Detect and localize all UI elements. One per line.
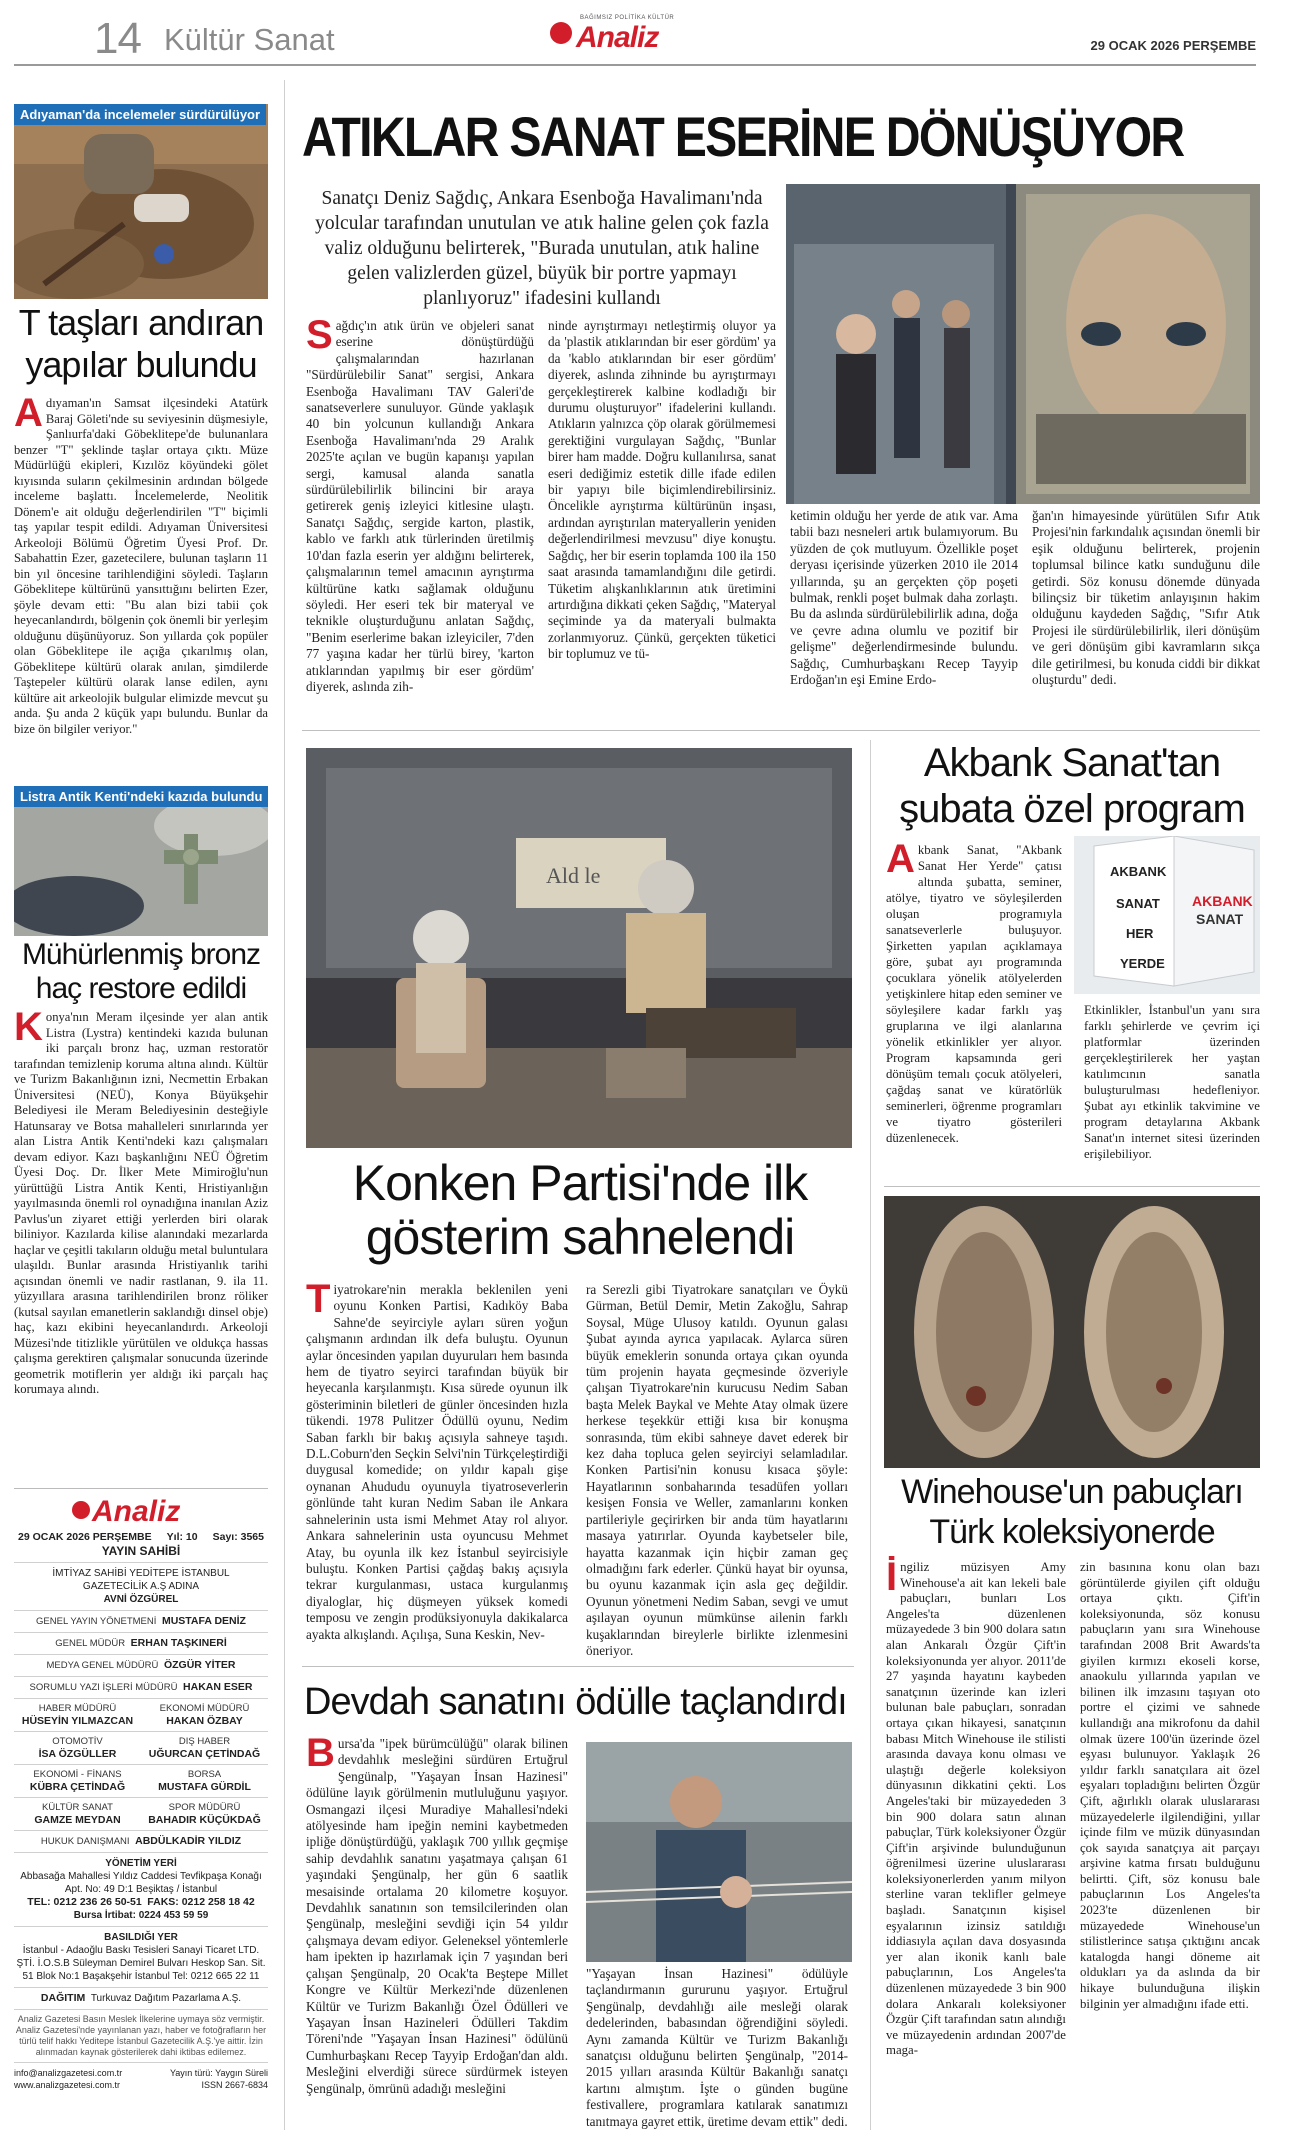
main-headline: ATIKLAR SANAT ESERİNE DÖNÜŞÜYOR [302,105,1184,168]
konken-col2: ra Serezli gibi Tiyatrokare sanatçıları ve Öykü Gürman, Betül Demir, Metin Zakoğlu, Sahrap Soysal, Müge Ulusoy katıldı. Oyunun galası Şubat ayında ayrıca yapılacak. Aylarca süren büyük emeklerin sonunda ortaya çıkan oyunda tüm projenin hayata geçmesinde özveriyle çalışan Tiyatrokare'nin kurucusu Nedim Saban başta Melek Baykal ve Mehte Atay olmak üzere herkese teşekkür ettiği kısa bir konuşma sonrasında, tüm ekibi sahneye davet ederek bir kez daha topluca gelen seyirciyi selamladılar. Konken Partisi'nin konusu kısaca şöyle: Hayatlarının sonbaharında tesadüfen yolları kesişen Fonsia ve Weller, zamanlarını konken partileriyle geçirirken bir anda tüm hayatlarını masaya yatırırlar. Oyunda kaybetseler bile, hayatta kazanmak için hiçbir zaman geç olmadığını fark ederler. Çünkü hayat bir oyunsa, bu oyunu kazanmak için asla geç değildir. Oyunun yönetmeni Nedim Saban, sevgi ve umut aşılayan oyunun mümkünse ailenin farklı kuşaklarından bireylerle birlikte izlenmesini öneriyor. [586,1282,848,1658]
imprint-box [14,1488,268,2130]
imprint-web[interactable]: www.analizgazetesi.com.tr [14,2080,121,2090]
akbank-bottom-rule [884,1186,1260,1187]
akbank-sign-brand1: AKBANK [1192,893,1253,909]
story1-title-line2: yapılar bulundu [25,344,257,385]
main-col3: ketimin olduğu her yerde de atık var. Ama tabii bazı nesneleri artık bulamıyorum. Bu yüzden de çok mutluyum. Özellikle poşet deryası içerisinde yüzerken 2010 ile 2014 yıllarında, şu an gerçekten çöp poşeti bulmak, renkli poşet bulmak daha zorlaştı. Bu da aslında sürdürülebilirlik adına, doğa ve çevre adına olumlu ve pozitif bir gelişme" değerlendirmesinde bulundu. Sağdıç, Cumhurbaşkanı Recep Tayyip Erdoğan'ın eşi Emine Erdo- [790,508,1018,688]
imprint-logo-icon [72,1501,90,1519]
shoes-photo [884,1196,1260,1468]
imprint-print-address: İstanbul - Adaoğlu Baskı Tesisleri Sanayi Ticaret LTD. ŞTİ. İ.O.S.B Süleyman Demirel Bulvarı Heskop San. Sit. 51 Blok No:1 Başakşehir İstanbul Tel: 0212 665 22 11 [16,1945,266,1982]
imprint-mgmt-address: Abbasağa Mahallesi Yıldız Caddesi Tevfikpaşa Konağı Apt. No: 49 D:1 Beşiktaş / İstanbul [20,1871,262,1895]
devdah-photo [586,1742,852,1962]
main-deck: Sanatçı Deniz Sağdıç, Ankara Esenboğa Havalimanı'nda yolcular tarafından unutulan ve atık haline gelen çok fazla valiz olduğunu belirterek, "Burada unutulan, atık haline gelen valizlerden güzel, büyük bir portre yapmayı planlıyoruz" ifadesini kullandı [315,188,769,309]
imprint-email[interactable]: info@analizgazetesi.com.tr [14,2068,123,2078]
main-col4: ğan'ın himayesinde yürütülen Sıfır Atık Projesi'nin farkındalık açısından önemli bir eşik olduğunu belirterek, projenin toplumsal bilince katkı sunduğunu dile getirdi. Söz konusu dönemde dünyada bilinçsiz bir tüketim anlayışının hakim olduğunu kaydeden Sağdıç, "Sıfır Atık Projesi ile sürdürülebilirlik, ileri dönüşüm ve geri dönüşüm gibi kavramların sıkça dile getirilmesi, bu konuda ciddi bir dikkat oluşturdu" dedi. [1032,508,1260,688]
story1-body: Adıyaman'ın Samsat ilçesindeki Atatürk Baraj Göleti'nde su seviyesinin düşmesiyle, Şanlıurfa'daki Göbeklitepe'de bulunanlara benzer "T" şeklinde taşlar ortaya çıktı. Müze Müdürlüğü ekipleri, Kızılöz köyündeki gölet kıyısında suların çekilmesinin ardından bölgede inceleme başlattı. İncelemelerde, Neolitik Dönem'e ait olduğu değerlendirilen "T" biçimli taş yapılar tespit edildi. Adıyaman Üniversitesi Arkeoloji Bölümü Öğretim Üyesi Prof. Dr. Sabahattin Ezer, gazetecilere, bulunan taşların 11 bin yıl öncesine tarihlendiğini söyledi. Taşların Göbeklitepe kültürünü yansıttığını belirten Ezer, şöyle devam etti: "Bu alan bizi tabii çok heyecanlandırdı, bölgenin çok önemli bir yerleşim olduğunu düşünüyoruz. Son yıllarda çok popüler olan Göbeklitepe ile açığa çıkarılmış olan, Göbeklitepe kültürü olarak anılan, şimdilerde Taştepeler kültürü olarak lanse edilen, aynı kültüre ait arkeolojik bulgular elimizde mevcut şu anda. Şu anda 2 küçük yapı bulundu. Bunlar da bize ön bilgiler veriyor." [14,391,268,736]
section-title: Kültür Sanat [164,22,335,57]
imprint-ads: Bursa İrtibat: 0224 453 59 59 [73,1910,209,1921]
story2-title [14,938,268,1006]
sidebar-divider [284,80,285,2130]
konken-bottom-rule [302,1666,854,1667]
winehouse-title [882,1472,1262,1552]
imprint-pair-row: OTOMOTİV İSA ÖZGÜLLER DIŞ HABER UĞURCAN ÇETİNDAĞ [38,1736,261,1760]
logo-text: Analiz [576,21,659,54]
stage-sign-text: Ald le [546,863,601,888]
cross-photo [14,786,268,936]
akbank-sign-word1: AKBANK [1110,864,1167,879]
mid-divider [870,740,871,2130]
masthead-logo [550,14,730,58]
imprint-pair-row: KÜLTÜR SANAT GAMZE MEYDAN SPOR MÜDÜRÜ BAHADIR KÜÇÜKDAĞ [34,1802,261,1826]
konken-title-line2: gösterim sahnelendi [365,1209,795,1265]
imprint-print-title: BASILDIĞI YER [104,1932,178,1943]
imprint-role: GENEL MÜDÜR ERHAN TAŞKINERİ [55,1637,227,1649]
imprint-pair-row: EKONOMİ - FİNANS KÜBRA ÇETİNDAĞ BORSA MUSTAFA GÜRDİL [29,1769,251,1793]
imprint-type: Yayın türü: Yaygın Süreli [169,2068,268,2078]
imprint-pair-row: HABER MÜDÜRÜ HÜSEYİN YILMAZCAN EKONOMİ MÜDÜRÜ HAKAN ÖZBAY [21,1703,250,1727]
imprint-notice: Analiz Gazetesi Basın Meslek İlkelerine uymaya söz vermiştir. Analiz Gazetesi'nde yayınlanan yazı, haber ve fotoğrafların her türlü telif hakkı Yeditepe İstanbul Gazetecilik A.Ş.'ye aittir. İzin alınmadan kaynak gösterilerek dahi iktibas edilemez. [15,2014,267,2057]
imprint-contact2 [14,2079,268,2091]
imprint-logo: Analiz [92,1495,181,1528]
akbank-sign-image [1074,836,1260,994]
imprint-distribution: DAĞITIM Turkuvaz Dağıtım Pazarlama A.Ş. [40,1992,242,2004]
stage-scene-image [306,748,852,1148]
devdah-col2: "Yaşayan İnsan Hazinesi" ödülüyle taçlandırmanın gururunu yaşıyor. Ertuğrul Şengünalp, devdahlığı aile mesleği olarak dedelerinden, babasından öğrendiğini söyledi. Aynı zamanda Kültür ve Turizm Bakanlığı sanatçısı olduğunu belirten Şengünalp, "2014-2015 yılları arasında Kültür Bakanlığı sanatçı kartını almıştım. İşte o günden bugüne festivallere, programlara katılarak sanatımızı tanıtmaya gayret ettik, üretime devam ettik" dedi. [586,1966,848,2129]
akbank-sign-word4: YERDE [1120,956,1165,971]
winehouse-col1: İngiliz müzisyen Amy Winehouse'a ait kan lekeli bale pabuçları, bunları Los Angeles'ta düzenlenen müzayedede 3 bin 900 dolara satın alan Ankaralı Özgür Çift'in koleksiyonunda yer alıyor. 2011'de 27 yaşında hayatını kaybeden sanatçının üzerinde kan izleri bulunan bale pabuçları, sonradan ortaya çıkan hikayesi, sanatçının babası Mitch Winehouse ile stilisti arasında davaya konu olması ve ulaştığı değerle koleksiyon dünyasının dikkatini çekti. Los Angeles'taki bir müzayededen 3 bin 900 dolara satın alınan pabuçlar, Türk koleksiyoner Özgür Çift'in arşivinde bulunduğunun öğrenilmesi üzerine uluslararası koleksiyonerlerden yanım milyon sterline varan teklifler gelmeye başladı. Sanatçının kişisel eşyalarının izinsiz satıldığı iddiasıyla açılan dava dosyasında yer alan ikonik kanlı bale pabuçlarının, Los Angeles'ta düzenlenen müzayedede 3 bin 900 dolara Ankaralı koleksiyoner Özgür Çift tarafından satın alındığı ve müzayedenin ardından 2007'de maga- [886,1555,1066,2058]
excavation-photo [14,104,268,299]
akbank-title-line1: Akbank Sanat'tan [923,741,1221,785]
akbank-col1: Akbank Sanat, "Akbank Sanat Her Yerde" çatısı altında şubatta, seminer, atölye, tiyatro ve söyleşilerden oluşan programıyla sanatseverlerle buluşuyor. Şirketten yapılan açıklamaya göre, şubat ayı programında çocuklara yönelik atölyelerden yetişkinlere hitap eden seminer ve söyleşilere kadar farklı yaş gruplarına ve ilgi alanlarına yönelik etkinlikler yer alıyor. Program kapsamında geri dönüşüm temalı çocuk atölyeleri, çağdaş sanat ve küratörlük seminerleri, öğrenme programları ve tiyatro gösterileri düzenlenecek. [886,837,1062,1145]
imprint-phones: TEL: 0212 236 26 50-51 FAKS: 0212 258 18 42 [27,1896,255,1908]
winehouse-col2: zin basınına konu olan bazı görüntülerde giyilen çift olduğu ortaya çıktı. Çift'in koleksiyonunda, söz konusu pabuçların yanı sıra Winehouse tarafından 2008 Brit Awards'ta giyilen kırmızı ekoseli korse, anaokulu yıllarında yapılan ve bilinen ilk imzasını taşıyan oto portre el çizimi ve sahnede kullandığı ana mikrofonu da dahil olmak üzere 100'ün üzerinde özel eşyası bulunuyor. Yaklaşık 26 yıldır farklı sanatçılara ait özel eşyaları topladığını belirten Özgür Çift, ağırlıklı olarak uluslararası müzayedelerle ilgilendiğini, yıllar içinde film ve müzik dünyasından çok sayıda sanatçıya ait parçayı arşivine katma fırsatı bulduğunu belirtti. Çift, söz konusu bale pabuçlarının Los Angeles'ta 2023'te düzenlenen bir müzayedede Winehouse'un stilistlerince satışa çıktığını ancak katalogda hangi döneme ait oldukları ya da aslında da bir hikaye bulunduğuna ilişkin bilginin yer almadığını ifade etti. [1080,1560,1260,2011]
akbank-col2: Etkinlikler, İstanbul'un yanı sıra farklı şehirlerde ve çevrim içi platformlar üzerinden gerçekleştirilerek her yaştan katılımcının sanatla buluşturulması hedefleniyor. Şubat ayı etkinlik takvimine ve program detaylarına Akbank Sanat'ın internet sitesi üzerinden erişilebiliyor. [1084,1003,1260,1161]
bronze-cross-image [14,786,268,936]
imprint-role: MEDYA GENEL MÜDÜRÜ ÖZGÜR YİTER [46,1659,236,1671]
devdah-col1: Bursa'da "ipek bürümcülüğü" olarak bilinen devdahlık mesleğini sürdüren Ertuğrul Şengünalp, "Yaşayan İnsan Hazinesi" ödülüne layık görülmenin mutluluğunu yaşıyor. Osmangazi ilçesi Muradiye Mahallesi'ndeki atölyesinde ham ipeğin nemini kaybetmeden ipliğe dönüştürdüğü, yaklaşık 700 yıllık geçmişe sahip devdahlık sanatını yaşatmaya çalışan 61 yaşındaki Şengünalp, her gün 6 saatlik mesaisinde ortalama 20 kilometre koşuyor. Devdahlık sanatının son temsilcilerinden olan Şengünalp, mesleğini sevdiği için 54 yıldır çalışmaya devam ediyor. Geleneksel yöntemlerle ham ipekten ip hazırlamak için 7 yaşından beri çalışan Şengünalp, 20 Ocak'ta Beştepe Millet Kongre ve Kültür Merkezi'nde düzenlenen Kültür ve Turizm Bakanlığı Özel Ödülleri ve Yaşayan İnsan Hazineleri Ödülleri Takdim Töreni'nde "Yaşayan İnsan Hazinesi" ödülünü Cumhurbaşkanı Recep Tayyip Erdoğan'dan aldı. Mesleğini elverdiği sürece sürdürmek isteyen Şengünalp, ömrünü adadığı mesleğini [306,1731,568,2096]
story1-tag: Adıyaman'da incelemeler sürdürülüyor [14,104,266,125]
imprint-contact [14,2067,268,2079]
imprint-date: 29 OCAK 2026 PERŞEMBE [18,1531,152,1543]
ballet-shoes-image [884,1196,1260,1468]
logo-tagline: BAĞIMSIZ POLİTİKA KÜLTÜR [580,15,675,21]
imprint-issn: ISSN 2667-6834 [201,2080,268,2090]
imprint-roles [14,1615,268,1699]
theater-photo [306,748,852,1148]
akbank-sign-word3: HER [1126,926,1154,941]
mosaic-portrait-image [786,184,1260,504]
imprint-publisher-line2: GAZETECİLİK A.Ş ADINA [82,1581,200,1592]
main-bottom-rule [302,730,1260,731]
konken-title [304,1156,856,1264]
imprint-issue: Sayı: 3565 [212,1531,264,1543]
imprint-publisher-name: AVNİ ÖZGÜREL [103,1594,179,1605]
imprint-mgmt-title: YÖNETİM YERİ [105,1858,177,1869]
header-date: 29 OCAK 2026 PERŞEMBE [1090,38,1256,53]
akbank-sign-word2: SANAT [1116,896,1160,911]
imprint-role: GENEL YAYIN YÖNETMENİ MUSTAFA DENİZ [36,1615,246,1627]
page-number: 14 [94,14,141,63]
story2-title-line2: haç restore edildi [35,972,247,1005]
story1-title-line1: T taşları andıran [18,302,264,343]
konken-title-line1: Konken Partisi'nde ilk [352,1155,808,1211]
silk-master-image [586,1742,852,1962]
imprint-pairs [14,1703,268,1831]
akbank-photo [1074,836,1260,994]
story2-title-line1: Mühürlenmiş bronz [21,938,261,971]
imprint-year: Yıl: 10 [166,1531,198,1543]
imprint-role: SORUMLU YAZI İŞLERİ MÜDÜRÜ HAKAN ESER [29,1681,253,1693]
winehouse-title-line1: Winehouse'un pabuçları [901,1473,1243,1511]
main-col1: Sağdıç'ın atık ürün ve objeleri sanat eserine dönüştürdüğü çalışmalarından hazırlanan "Sürdürülebilir Sanat" sergisi, Ankara Esenboğa Havalimanı TAV Galeri'de sanatseverlere sunuluyor. Günde yaklaşık 40 bin yolcunun kullandığı Ankara Esenboğa Havalimanı'nda 29 Aralık 2025'te açılan ve bugün kapanışı yapılan sergi, kamusal alanda sanatla sürdürülebilirlik bilincini bir araya getirerek geniş izleyici kitlesine ulaştı. Sanatçı Sağdıç, sergide karton, plastik, kablo ve farklı atık türlerinden üretilmiş 10'dan fazla eserin yer aldığını belirterek, çalışmalarının temel amacının ayrıştırma kültürüne katkı sağlamak olduğunu söyledi. Her eseri tek bir materyal ve teknikle oluşturduğunu anlatan Sağdıç, "Benim eserlerime bakan izleyiciler, 7'den 77 yaşına kadar her türlü birey, 'karton atıklarından yapılmış bir eser gördüm' diyerek, aslında zih- [306,313,534,694]
imprint-legal: HUKUK DANIŞMANI ABDÜLKADİR YILDIZ [40,1835,242,1847]
excavation-image [14,104,268,299]
imprint-publisher-label: YAYIN SAHİBİ [101,1544,181,1558]
akbank-title [884,740,1260,832]
story2-body: Konya'nın Meram ilçesinde yer alan antik Listra (Lystra) kentindeki kazıda bulunan iki parçalı bronz haç, uzman restoratör tarafından temizlenip koruma altına alındı. Kültür ve Turizm Bakanlığının izni, Necmettin Erbakan Üniversitesi (NEÜ), Konya Büyükşehir Belediyesi ile Meram Belediyesinin desteğiyle Hatunsaray ve Botsa mahalleleri sınırlarında yer alan Listra Antik Kenti'ndeki kazı çalışmaları devam ediyor. Kazı başkanlığını NEÜ Öğretim Üyesi Doç. Dr. İlker Mete Mimiroğlu'nun yürüttüğü Listra Antik Kenti, Hristiyanlığın yayılmasında önemli rol oynadığına inanılan Aziz Pavlus'un ziyaret ettiği yerlerden biri olarak biliniyor. Kazılarda kilise alanındaki mezarlarda haçlar ve çeşitli takıların olduğu metal buluntulara ulaşıldı. Bunlar arasında Hristiyanlık tarihi açısından önemli ve nadir rastlanan, 9. ila 11. yüzyıllara arasına tarihlendirilen bronz röliker (kutsal sayılan emanetlerin saklandığı dinsel obje) haç, kazı ekibini heyecanlandırdı. Arkeoloji Müzesi'nde titizlikle yürütülen ve oldukça hassas çalışma gerektiren çalışmalar sonucunda üzerinde geometrik motiflerin yer aldığı iki parçalı haç korumaya alındı. [14,1005,268,1396]
imprint-publisher-line1: İMTİYAZ SAHİBİ YEDİTEPE İSTANBUL [52,1568,230,1579]
header-rule [14,64,1256,66]
story2-tag: Listra Antik Kenti'ndeki kazıda bulundu [14,786,268,807]
story1-title [14,302,268,386]
akbank-sign-brand2: SANAT [1196,911,1244,927]
analiz-logo-icon [550,22,572,44]
akbank-title-line2: şubata özel program [899,787,1245,831]
devdah-title: Devdah sanatını ödülle taçlandırdı [304,1681,847,1723]
mosaic-photo [786,184,1260,504]
winehouse-title-line2: Türk koleksiyonerde [929,1513,1215,1551]
main-col2: ninde ayrıştırmayı netleştirmiş oluyor ya da 'plastik atıklarından bir eser gördüm' ya da 'kablo atıklarından bir eser gördüm' diyerek, aslında zihninde bu ayrıştırmayı gerçekleştirerek kalbine kodladığı bir durumu oluşturuyor" ifadelerini kullandı. Atıkların yalnızca çöp olarak görülmemesi gerektiğini vurgulayan Sağdıç, "Bunlar birer ham madde. Doğru kullanılırsa, sanat eseri dediğimiz estetik dille ifade edilen bir yapıyı bile biçimlendirebilirsiniz. Öncelikle ayrıştırma kültürünün inşası, ardından ayrıştırılan materyallerin yeniden değerlendirilmesi mevzusu" diye konuştu. Sağdıç, her bir eserin toplamda 100 ila 150 saat arasında tamamlandığını dile getirdi. Tüketim alışkanlıklarının atık üretimini artırdığına dikkati çeken Sağdıç, "Materyal seçiminde ya da materyali bulmakta zorlanmıyoruz. Çünkü, gerçekten tüketici bir toplumuz ve tü- [548,318,776,662]
konken-col1: Tiyatrokare'nin merakla beklenilen yeni oyunu Konken Partisi, Kadıköy Baba Sahne'de seyirciyle ayları süren yoğun çalışmanın ardından ilk defa buluştu. Oyunun aylar öncesinden yapılan duyuruları hem basında hem de tiyatro seyirci tarafından büyük bir heyecanla karşılanmıştı. Kısa sürede oyunun ilk gösteriminin biletleri de günler öncesinden hızla tükendi. 1978 Pulitzer Ödüllü oyunu, Nedim Saban farklı bir bakış açısıyla sahneye taşıdı. D.L.Coburn'den Seçkin Selvi'nin Türkçeleştirdiği duygusal komedide; on yıldır kapalı gişe oynanan Ahududu oyunuyla tiyatroseverlerin gönlünde taht kuran Nedim Saban ile Ankara sahnelerinin usta ismi Mehmet Atay rol alıyor. Ankara sahnelerinin usta oyuncusu Mehmet Atay, bu oyunla ilk kez İstanbul seyircisiyle buluştu. Konken Partisi çağdaş bakış açısıyla tekrar kurgulanması, ustaca kurgulanmış diyaloglar, hiç düşmeyen yüksek komedi temposu ve zengin prodüksiyonuyla dakikalarca ayakta alkışlandı. Açılışa, Suna Keskin, Nev- [306,1277,568,1642]
